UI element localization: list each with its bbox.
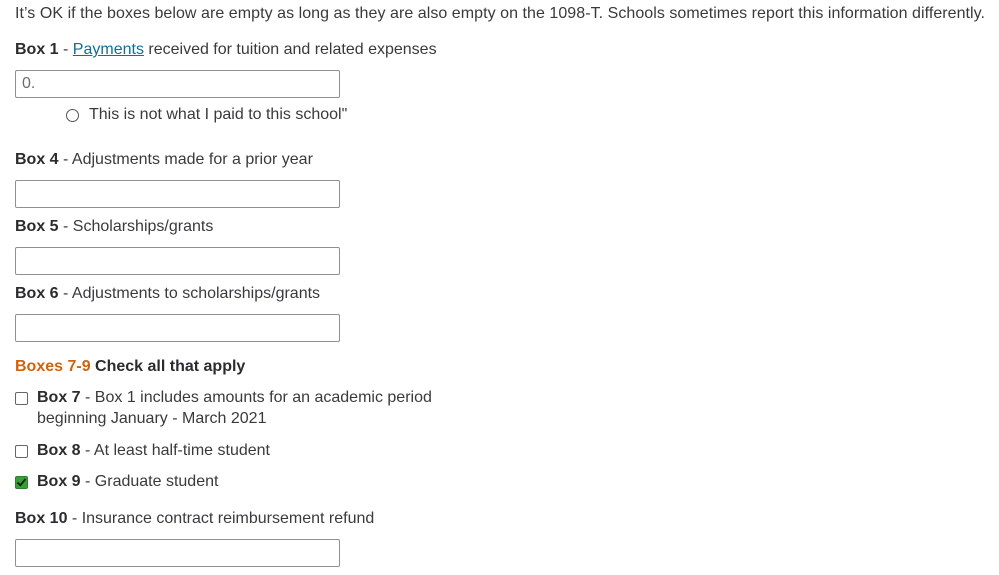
box1-sep: - — [58, 41, 73, 58]
box9-text — [37, 471, 218, 492]
box1-label — [15, 41, 437, 59]
box7-desc-line2: beginning January - March 2021 — [37, 410, 267, 427]
boxes-7-9-title: Boxes 7-9 — [15, 358, 91, 375]
box4-input[interactable] — [15, 180, 340, 208]
box6-label — [15, 285, 320, 303]
box10-input[interactable] — [15, 539, 340, 567]
box4-desc: - Adjustments made for a prior year — [58, 151, 313, 168]
box4-title: Box 4 — [15, 151, 59, 168]
boxes-7-9-subtitle: Check all that apply — [90, 358, 246, 375]
box1-input[interactable] — [15, 70, 340, 98]
box5-label — [15, 218, 213, 236]
box5-title: Box 5 — [15, 218, 59, 235]
not-what-i-paid-label: This is not what I paid to this school" — [89, 106, 348, 123]
box9-checkbox[interactable] — [15, 476, 28, 489]
box1-title: Box 1 — [15, 41, 59, 58]
box4-label — [15, 151, 313, 169]
box8-option[interactable] — [15, 440, 270, 461]
box8-checkbox[interactable] — [15, 445, 28, 458]
box10-desc: - Insurance contract reimbursement refund — [67, 510, 375, 527]
box5-desc: - Scholarships/grants — [58, 218, 214, 235]
payments-link[interactable]: Payments — [72, 41, 144, 58]
box6-desc: - Adjustments to scholarships/grants — [58, 285, 321, 302]
not-what-i-paid-option[interactable] — [66, 106, 347, 124]
box9-option[interactable] — [15, 471, 218, 492]
box10-title: Box 10 — [15, 510, 68, 527]
box9-title: Box 9 — [37, 473, 81, 490]
box8-title: Box 8 — [37, 442, 81, 459]
box7-text — [37, 387, 432, 429]
box8-desc: - At least half-time student — [80, 442, 270, 459]
box6-input[interactable] — [15, 314, 340, 342]
box1-desc: received for tuition and related expenses — [143, 41, 437, 58]
box7-desc: - Box 1 includes amounts for an academic period — [80, 389, 432, 406]
box7-checkbox[interactable] — [15, 392, 28, 405]
box6-title: Box 6 — [15, 285, 59, 302]
box8-text — [37, 440, 270, 461]
box5-input[interactable] — [15, 247, 340, 275]
box9-desc: - Graduate student — [80, 473, 219, 490]
not-what-i-paid-radio[interactable] — [66, 109, 79, 122]
box7-title: Box 7 — [37, 389, 81, 406]
box7-option[interactable] — [15, 387, 432, 429]
boxes-7-9-heading — [15, 358, 245, 376]
box10-label — [15, 510, 374, 528]
intro-text: It’s OK if the boxes below are empty as long as they are also empty on the 1098-T. Schools sometimes report this information differently. — [15, 5, 985, 22]
